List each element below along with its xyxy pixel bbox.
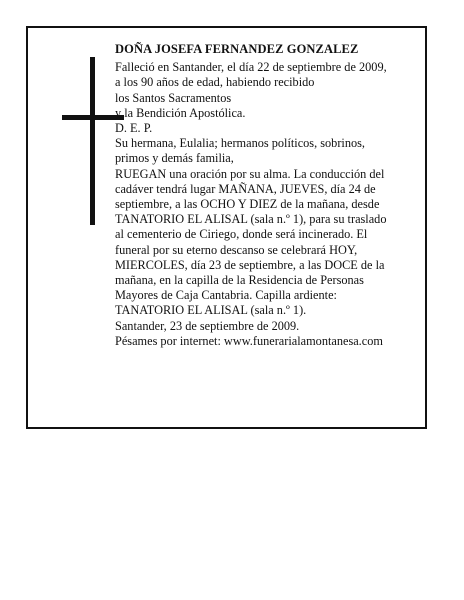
condolences-website-line: Pésames por internet: www.funerarialamontanesa.com [115, 333, 383, 348]
notice-line: mañana, en la capilla de la Residencia de Personas [115, 273, 364, 288]
notice-body [115, 42, 425, 349]
notice-line: TANATORIO EL ALISAL (sala n.º 1), para su traslado [115, 212, 387, 227]
notice-date-line: Santander, 23 de septiembre de 2009. [115, 318, 300, 333]
notice-line: cadáver tendrá lugar MAÑANA, JUEVES, día 24 de [115, 181, 376, 196]
notice-line: Su hermana, Eulalia; hermanos políticos, sobrinos, [115, 136, 365, 151]
notice-line: primos y demás familia, [115, 151, 234, 166]
notice-line: funeral por su eterno descanso se celebrará HOY, [115, 242, 358, 257]
notice-line: MIERCOLES, día 23 de septiembre, a las DOCE de la [115, 257, 385, 272]
notice-line: al cementerio de Ciriego, donde será incinerado. El [115, 227, 368, 242]
rip-line: D. E. P. [115, 121, 153, 136]
notice-line: Falleció en Santander, el día 22 de septiembre de 2009, [115, 60, 387, 75]
notice-line: los Santos Sacramentos [115, 90, 232, 105]
notice-line: RUEGAN una oración por su alma. La conducción del [115, 166, 385, 181]
cross-vertical-bar [90, 57, 95, 225]
deceased-name: DOÑA JOSEFA FERNANDEZ GONZALEZ [115, 42, 359, 56]
notice-line: TANATORIO EL ALISAL (sala n.º 1). [115, 303, 307, 318]
notice-line: Mayores de Caja Cantabria. Capilla ardiente: [115, 288, 337, 303]
obituary-notice [26, 26, 427, 429]
notice-line: y la Bendición Apostólica. [115, 105, 246, 120]
notice-line: septiembre, a las OCHO Y DIEZ de la mañana, desde [115, 197, 380, 212]
notice-line: a los 90 años de edad, habiendo recibido [115, 75, 315, 90]
